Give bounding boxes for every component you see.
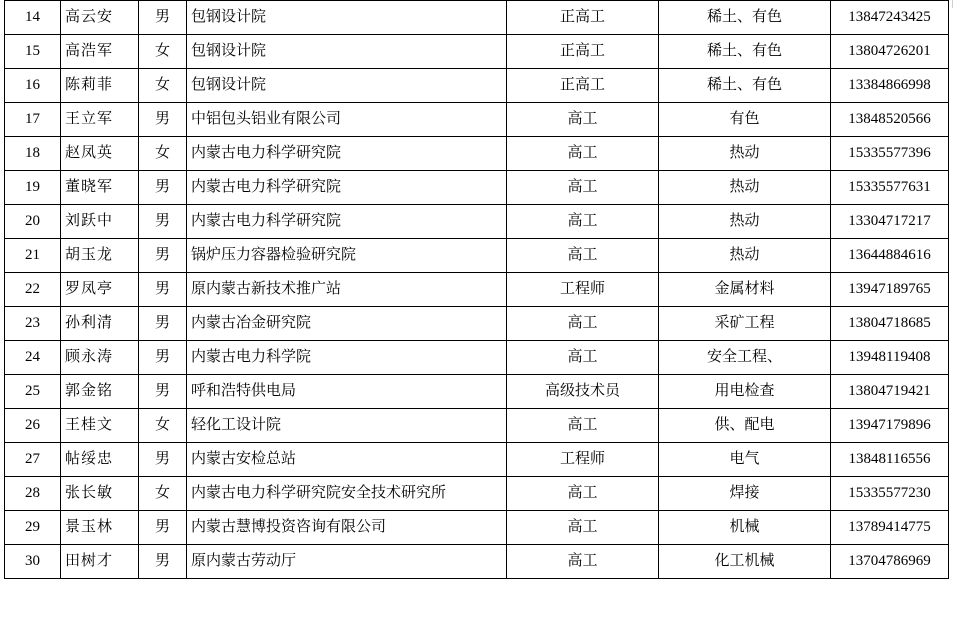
cell-field: 采矿工程 (659, 307, 831, 341)
cell-name: 罗凤亭 (61, 273, 139, 307)
cell-field: 焊接 (659, 477, 831, 511)
cell-sex: 女 (139, 477, 187, 511)
cell-org: 包钢设计院 (187, 1, 507, 35)
cell-org: 内蒙古电力科学研究院 (187, 137, 507, 171)
cell-phone: 13804726201 (831, 35, 949, 69)
cell-phone: 13384866998 (831, 69, 949, 103)
cell-org: 内蒙古冶金研究院 (187, 307, 507, 341)
cell-sex: 女 (139, 69, 187, 103)
cell-field: 稀土、有色 (659, 35, 831, 69)
cell-phone: 13804719421 (831, 375, 949, 409)
cell-phone: 13304717217 (831, 205, 949, 239)
cell-title: 高工 (507, 239, 659, 273)
cell-title: 高工 (507, 205, 659, 239)
cell-field: 热动 (659, 171, 831, 205)
table-row (5, 103, 949, 137)
cell-index: 25 (5, 375, 61, 409)
cell-phone: 13644884616 (831, 239, 949, 273)
cell-phone: 13848116556 (831, 443, 949, 477)
cell-index: 15 (5, 35, 61, 69)
cell-field: 安全工程、 (659, 341, 831, 375)
cell-field: 热动 (659, 205, 831, 239)
cell-field: 有色 (659, 103, 831, 137)
cell-sex: 男 (139, 171, 187, 205)
cell-index: 21 (5, 239, 61, 273)
cell-name: 王桂文 (61, 409, 139, 443)
cell-phone: 13947189765 (831, 273, 949, 307)
cell-sex: 男 (139, 103, 187, 137)
table-row (5, 69, 949, 103)
cell-field: 机械 (659, 511, 831, 545)
cell-name: 陈莉菲 (61, 69, 139, 103)
cell-field: 金属材料 (659, 273, 831, 307)
cell-title: 高工 (507, 511, 659, 545)
cell-org: 呼和浩特供电局 (187, 375, 507, 409)
cell-sex: 男 (139, 443, 187, 477)
cell-name: 田树才 (61, 545, 139, 579)
cell-org: 原内蒙古新技术推广站 (187, 273, 507, 307)
cell-name: 帖绥忠 (61, 443, 139, 477)
table-row (5, 137, 949, 171)
cell-org: 内蒙古慧博投资咨询有限公司 (187, 511, 507, 545)
cell-sex: 男 (139, 239, 187, 273)
table-body (5, 1, 949, 579)
cell-title: 高工 (507, 307, 659, 341)
cell-phone: 13848520566 (831, 103, 949, 137)
table-row (5, 307, 949, 341)
cell-phone: 13947179896 (831, 409, 949, 443)
table-row (5, 273, 949, 307)
cell-phone: 13789414775 (831, 511, 949, 545)
cell-org: 内蒙古电力科学研究院 (187, 205, 507, 239)
table-row (5, 205, 949, 239)
table-row (5, 35, 949, 69)
cell-name: 赵凤英 (61, 137, 139, 171)
cell-title: 工程师 (507, 273, 659, 307)
cell-org: 包钢设计院 (187, 35, 507, 69)
cell-field: 化工机械 (659, 545, 831, 579)
cell-field: 电气 (659, 443, 831, 477)
cell-phone: 15335577631 (831, 171, 949, 205)
cell-org: 包钢设计院 (187, 69, 507, 103)
cell-sex: 男 (139, 273, 187, 307)
cell-name: 顾永涛 (61, 341, 139, 375)
cell-org: 中铝包头铝业有限公司 (187, 103, 507, 137)
cell-index: 18 (5, 137, 61, 171)
cell-index: 16 (5, 69, 61, 103)
cell-name: 景玉林 (61, 511, 139, 545)
cell-sex: 男 (139, 1, 187, 35)
table-row (5, 239, 949, 273)
table-row (5, 409, 949, 443)
cell-index: 28 (5, 477, 61, 511)
cell-sex: 男 (139, 341, 187, 375)
cell-index: 30 (5, 545, 61, 579)
cell-org: 原内蒙古劳动厅 (187, 545, 507, 579)
cell-title: 高工 (507, 545, 659, 579)
cell-title: 高工 (507, 409, 659, 443)
cell-index: 23 (5, 307, 61, 341)
cell-index: 17 (5, 103, 61, 137)
cell-field: 热动 (659, 137, 831, 171)
cell-sex: 男 (139, 205, 187, 239)
cell-name: 郭金铭 (61, 375, 139, 409)
cell-index: 20 (5, 205, 61, 239)
cell-org: 内蒙古电力科学研究院 (187, 171, 507, 205)
cell-title: 高工 (507, 171, 659, 205)
cell-title: 高工 (507, 103, 659, 137)
table-row (5, 511, 949, 545)
cell-index: 22 (5, 273, 61, 307)
cell-name: 王立军 (61, 103, 139, 137)
cell-field: 用电检查 (659, 375, 831, 409)
cell-sex: 男 (139, 545, 187, 579)
cell-field: 稀土、有色 (659, 69, 831, 103)
cell-name: 董晓军 (61, 171, 139, 205)
table-row (5, 477, 949, 511)
cell-title: 正高工 (507, 35, 659, 69)
table-row (5, 443, 949, 477)
table-row (5, 1, 949, 35)
expert-roster-table (4, 0, 949, 579)
cell-name: 高云安 (61, 1, 139, 35)
table-row (5, 341, 949, 375)
cell-sex: 女 (139, 137, 187, 171)
cell-index: 24 (5, 341, 61, 375)
page-corner-mark (942, 0, 953, 8)
cell-name: 胡玉龙 (61, 239, 139, 273)
cell-sex: 女 (139, 35, 187, 69)
cell-phone: 13948119408 (831, 341, 949, 375)
cell-sex: 男 (139, 375, 187, 409)
cell-phone: 13804718685 (831, 307, 949, 341)
cell-index: 27 (5, 443, 61, 477)
cell-index: 29 (5, 511, 61, 545)
table-row (5, 545, 949, 579)
cell-title: 正高工 (507, 1, 659, 35)
cell-org: 轻化工设计院 (187, 409, 507, 443)
cell-title: 工程师 (507, 443, 659, 477)
cell-name: 高浩军 (61, 35, 139, 69)
table-row (5, 171, 949, 205)
cell-index: 19 (5, 171, 61, 205)
cell-index: 14 (5, 1, 61, 35)
cell-org: 锅炉压力容器检验研究院 (187, 239, 507, 273)
cell-phone: 15335577230 (831, 477, 949, 511)
cell-title: 高工 (507, 137, 659, 171)
cell-phone: 13847243425 (831, 1, 949, 35)
cell-field: 热动 (659, 239, 831, 273)
cell-field: 稀土、有色 (659, 1, 831, 35)
cell-name: 刘跃中 (61, 205, 139, 239)
cell-title: 高工 (507, 341, 659, 375)
cell-sex: 女 (139, 409, 187, 443)
cell-title: 正高工 (507, 69, 659, 103)
cell-phone: 15335577396 (831, 137, 949, 171)
cell-title: 高工 (507, 477, 659, 511)
cell-org: 内蒙古电力科学研究院安全技术研究所 (187, 477, 507, 511)
cell-title: 高级技术员 (507, 375, 659, 409)
cell-sex: 男 (139, 511, 187, 545)
cell-index: 26 (5, 409, 61, 443)
cell-name: 孙利清 (61, 307, 139, 341)
cell-field: 供、配电 (659, 409, 831, 443)
cell-phone: 13704786969 (831, 545, 949, 579)
cell-name: 张长敏 (61, 477, 139, 511)
cell-org: 内蒙古电力科学院 (187, 341, 507, 375)
cell-org: 内蒙古安检总站 (187, 443, 507, 477)
cell-sex: 男 (139, 307, 187, 341)
table-row (5, 375, 949, 409)
